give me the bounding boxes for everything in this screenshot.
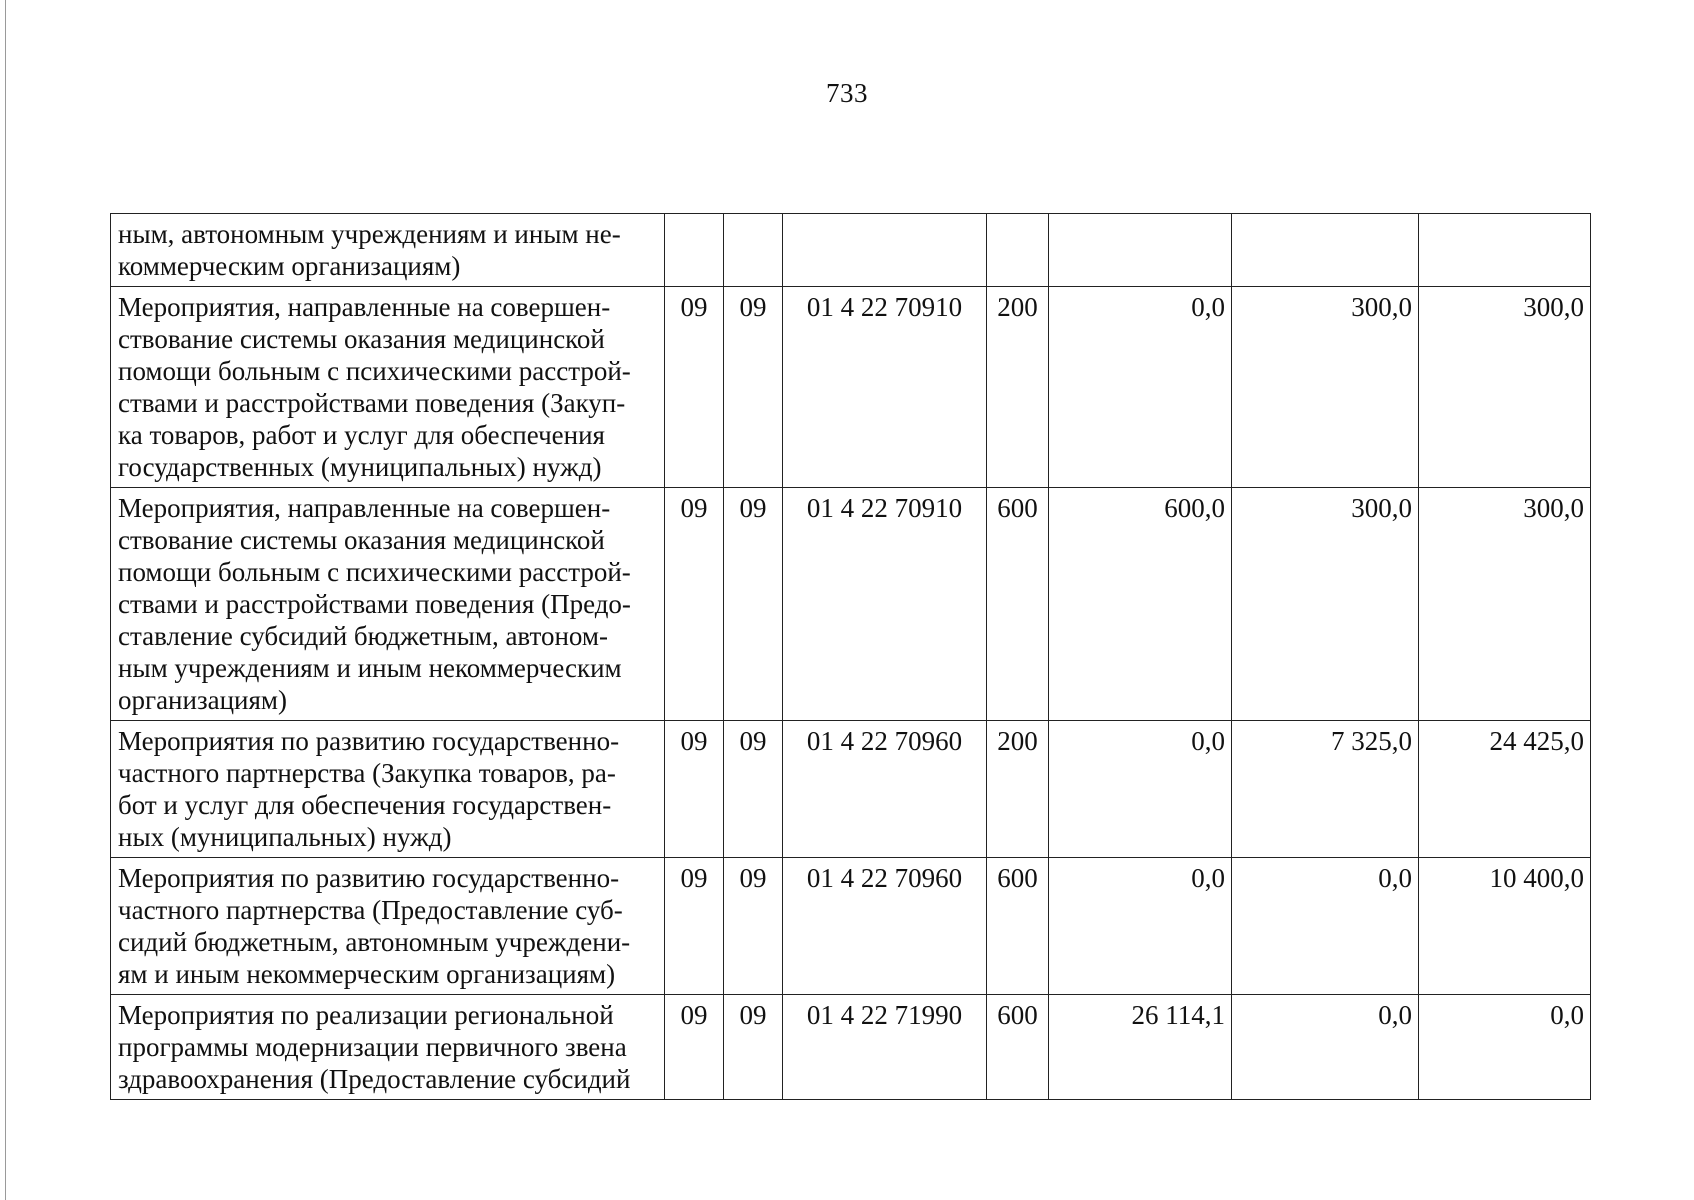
description-line: ставление субсидий бюджетным, автоном-: [118, 621, 608, 651]
target-item-code-cell: [783, 214, 987, 287]
description-cell: [111, 858, 665, 995]
amount-cell-1: [1049, 214, 1232, 287]
description-line: ствование системы оказания медицинской: [118, 324, 605, 354]
section-code-cell: 09: [665, 488, 724, 721]
expense-type-code-cell: 600: [987, 995, 1049, 1100]
description-line: Мероприятия по реализации региональной: [118, 1000, 614, 1030]
description-line: ствами и расстройствами поведения (Закуп-: [118, 388, 626, 418]
description-line: частного партнерства (Закупка товаров, ра-: [118, 758, 616, 788]
description-cell: [111, 721, 665, 858]
description-line: помощи больным с психическими расстрой-: [118, 356, 631, 386]
target-item-code-cell: 01 4 22 70960: [783, 721, 987, 858]
target-item-code-cell: 01 4 22 70910: [783, 287, 987, 488]
amount-cell-2: 300,0: [1232, 488, 1419, 721]
subsection-code-cell: 09: [724, 995, 783, 1100]
table-row: [111, 488, 1591, 721]
section-code-cell: 09: [665, 287, 724, 488]
description-line: помощи больным с психическими расстрой-: [118, 557, 631, 587]
expense-type-code-cell: 600: [987, 488, 1049, 721]
target-item-code-cell: 01 4 22 70910: [783, 488, 987, 721]
description-line: частного партнерства (Предоставление суб-: [118, 895, 623, 925]
description-line: государственных (муниципальных) нужд): [118, 452, 602, 482]
description-line: Мероприятия по развитию государственно-: [118, 863, 620, 893]
amount-cell-3: [1419, 214, 1591, 287]
description-cell: [111, 995, 665, 1100]
page-number: 733: [826, 78, 868, 108]
description-line: Мероприятия, направленные на совершен-: [118, 493, 611, 523]
subsection-code-cell: 09: [724, 488, 783, 721]
description-line: программы модернизации первичного звена: [118, 1032, 627, 1062]
expense-type-code-cell: [987, 214, 1049, 287]
table-row: [111, 287, 1591, 488]
amount-cell-2: 7 325,0: [1232, 721, 1419, 858]
description-cell: [111, 488, 665, 721]
page-edge-line: [5, 0, 6, 1200]
description-line: коммерческим организациям): [118, 251, 461, 281]
amount-cell-1: 0,0: [1049, 858, 1232, 995]
subsection-code-cell: 09: [724, 858, 783, 995]
section-code-cell: 09: [665, 858, 724, 995]
subsection-code-cell: 09: [724, 721, 783, 858]
target-item-code-cell: 01 4 22 71990: [783, 995, 987, 1100]
amount-cell-3: 300,0: [1419, 488, 1591, 721]
description-line: организациям): [118, 685, 288, 715]
description-cell: [111, 287, 665, 488]
description-line: ных (муниципальных) нужд): [118, 822, 452, 852]
subsection-code-cell: [724, 214, 783, 287]
description-line: ствами и расстройствами поведения (Предо-: [118, 589, 631, 619]
description-line: здравоохранения (Предоставление субсидий: [118, 1064, 631, 1094]
description-line: ям и иным некоммерческим организациям): [118, 959, 616, 989]
amount-cell-3: 24 425,0: [1419, 721, 1591, 858]
expense-type-code-cell: 600: [987, 858, 1049, 995]
expense-type-code-cell: 200: [987, 287, 1049, 488]
description-line: ным учреждениям и иным некоммерческим: [118, 653, 622, 683]
amount-cell-2: [1232, 214, 1419, 287]
budget-table: [110, 213, 1591, 1100]
description-line: ка товаров, работ и услуг для обеспечения: [118, 420, 605, 450]
target-item-code-cell: 01 4 22 70960: [783, 858, 987, 995]
description-line: бот и услуг для обеспечения государствен-: [118, 790, 612, 820]
description-cell: [111, 214, 665, 287]
description-line: сидий бюджетным, автономным учреждени-: [118, 927, 631, 957]
amount-cell-3: 10 400,0: [1419, 858, 1591, 995]
description-line: Мероприятия по развитию государственно-: [118, 726, 620, 756]
amount-cell-3: 0,0: [1419, 995, 1591, 1100]
amount-cell-3: 300,0: [1419, 287, 1591, 488]
subsection-code-cell: 09: [724, 287, 783, 488]
table-row: [111, 858, 1591, 995]
amount-cell-2: 300,0: [1232, 287, 1419, 488]
description-line: ным, автономным учреждениям и иным не-: [118, 219, 621, 249]
amount-cell-1: 26 114,1: [1049, 995, 1232, 1100]
section-code-cell: 09: [665, 995, 724, 1100]
table-row: [111, 995, 1591, 1100]
description-line: Мероприятия, направленные на совершен-: [118, 292, 611, 322]
description-line: ствование системы оказания медицинской: [118, 525, 605, 555]
amount-cell-2: 0,0: [1232, 995, 1419, 1100]
table-row: [111, 721, 1591, 858]
amount-cell-1: 600,0: [1049, 488, 1232, 721]
section-code-cell: 09: [665, 721, 724, 858]
table-body: [111, 214, 1591, 1100]
amount-cell-1: 0,0: [1049, 721, 1232, 858]
table-row: [111, 214, 1591, 287]
expense-type-code-cell: 200: [987, 721, 1049, 858]
section-code-cell: [665, 214, 724, 287]
amount-cell-1: 0,0: [1049, 287, 1232, 488]
amount-cell-2: 0,0: [1232, 858, 1419, 995]
